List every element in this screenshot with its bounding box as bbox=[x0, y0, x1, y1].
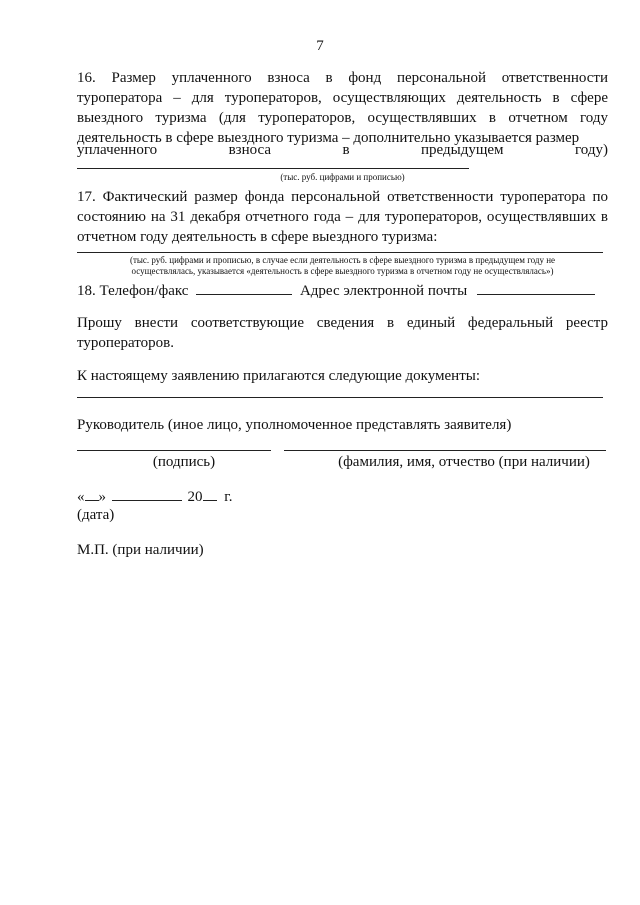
item-16-fill-line bbox=[77, 168, 469, 169]
date-caption: (дата) bbox=[77, 507, 115, 523]
page-number: 7 bbox=[316, 38, 324, 54]
signature-caption: (подпись) bbox=[152, 454, 216, 470]
item-17-hint-line-1: (тыс. руб. цифрами и прописью, в случае если деятельность в сфере выездного туризма в предыдущем году не bbox=[129, 255, 556, 265]
year-suffix: г. bbox=[224, 489, 233, 505]
signature-line[interactable] bbox=[77, 450, 271, 451]
name-line[interactable] bbox=[284, 450, 606, 451]
head-label: Руководитель (иное лицо, уполномоченное представлять заявителя) bbox=[77, 417, 512, 433]
date-open-quote: « bbox=[77, 489, 85, 505]
year-prefix: 20 bbox=[187, 489, 203, 505]
day-field[interactable] bbox=[85, 486, 99, 501]
request-text: Прошу внести соответствующие сведения в единый федеральный реестр туроператоров. bbox=[77, 315, 608, 351]
date-row bbox=[77, 486, 232, 507]
phone-label: 18. Телефон/факс bbox=[77, 283, 189, 299]
year-field[interactable] bbox=[203, 486, 217, 501]
item-17-hint-line-2: осуществлялась, указывается «деятельность в сфере выездного туризма в отчетном году не осуществлялась») bbox=[131, 266, 554, 276]
date-close-quote: » bbox=[98, 489, 106, 505]
item-16-last-line: уплаченного взноса в предыдущем году) bbox=[77, 142, 608, 158]
attachments-label: К настоящему заявлению прилагаются следующие документы: bbox=[77, 368, 481, 384]
email-field[interactable] bbox=[477, 280, 595, 295]
item-16-text: 16. Размер уплаченного взноса в фонд персональной ответственности туроператора – для туроператоров, осуществляющих деятельность в сфере выездного туризма (для туроператоров, осуществлявших в отчетном году деятельность в сфере выездного туризма – дополнительно указывается размер bbox=[77, 70, 608, 146]
attachments-fill-line[interactable] bbox=[77, 397, 603, 398]
item-18-row bbox=[77, 280, 595, 301]
email-label: Адрес электронной почты bbox=[299, 283, 468, 299]
item-16-hint: (тыс. руб. цифрами и прописью) bbox=[280, 172, 405, 182]
item-17-fill-line bbox=[77, 252, 603, 253]
item-17-text: 17. Фактический размер фонда персональной ответственности туроператора по состоянию на 31 декабря отчетного года – для туроператоров, осуществлявших в отчетном году деятельность в сфере выездного туризма: bbox=[77, 189, 608, 245]
phone-field[interactable] bbox=[196, 280, 292, 295]
name-caption: (фамилия, имя, отчество (при наличии) bbox=[338, 454, 590, 470]
month-field[interactable] bbox=[112, 486, 182, 501]
stamp-label: М.П. (при наличии) bbox=[77, 542, 204, 558]
